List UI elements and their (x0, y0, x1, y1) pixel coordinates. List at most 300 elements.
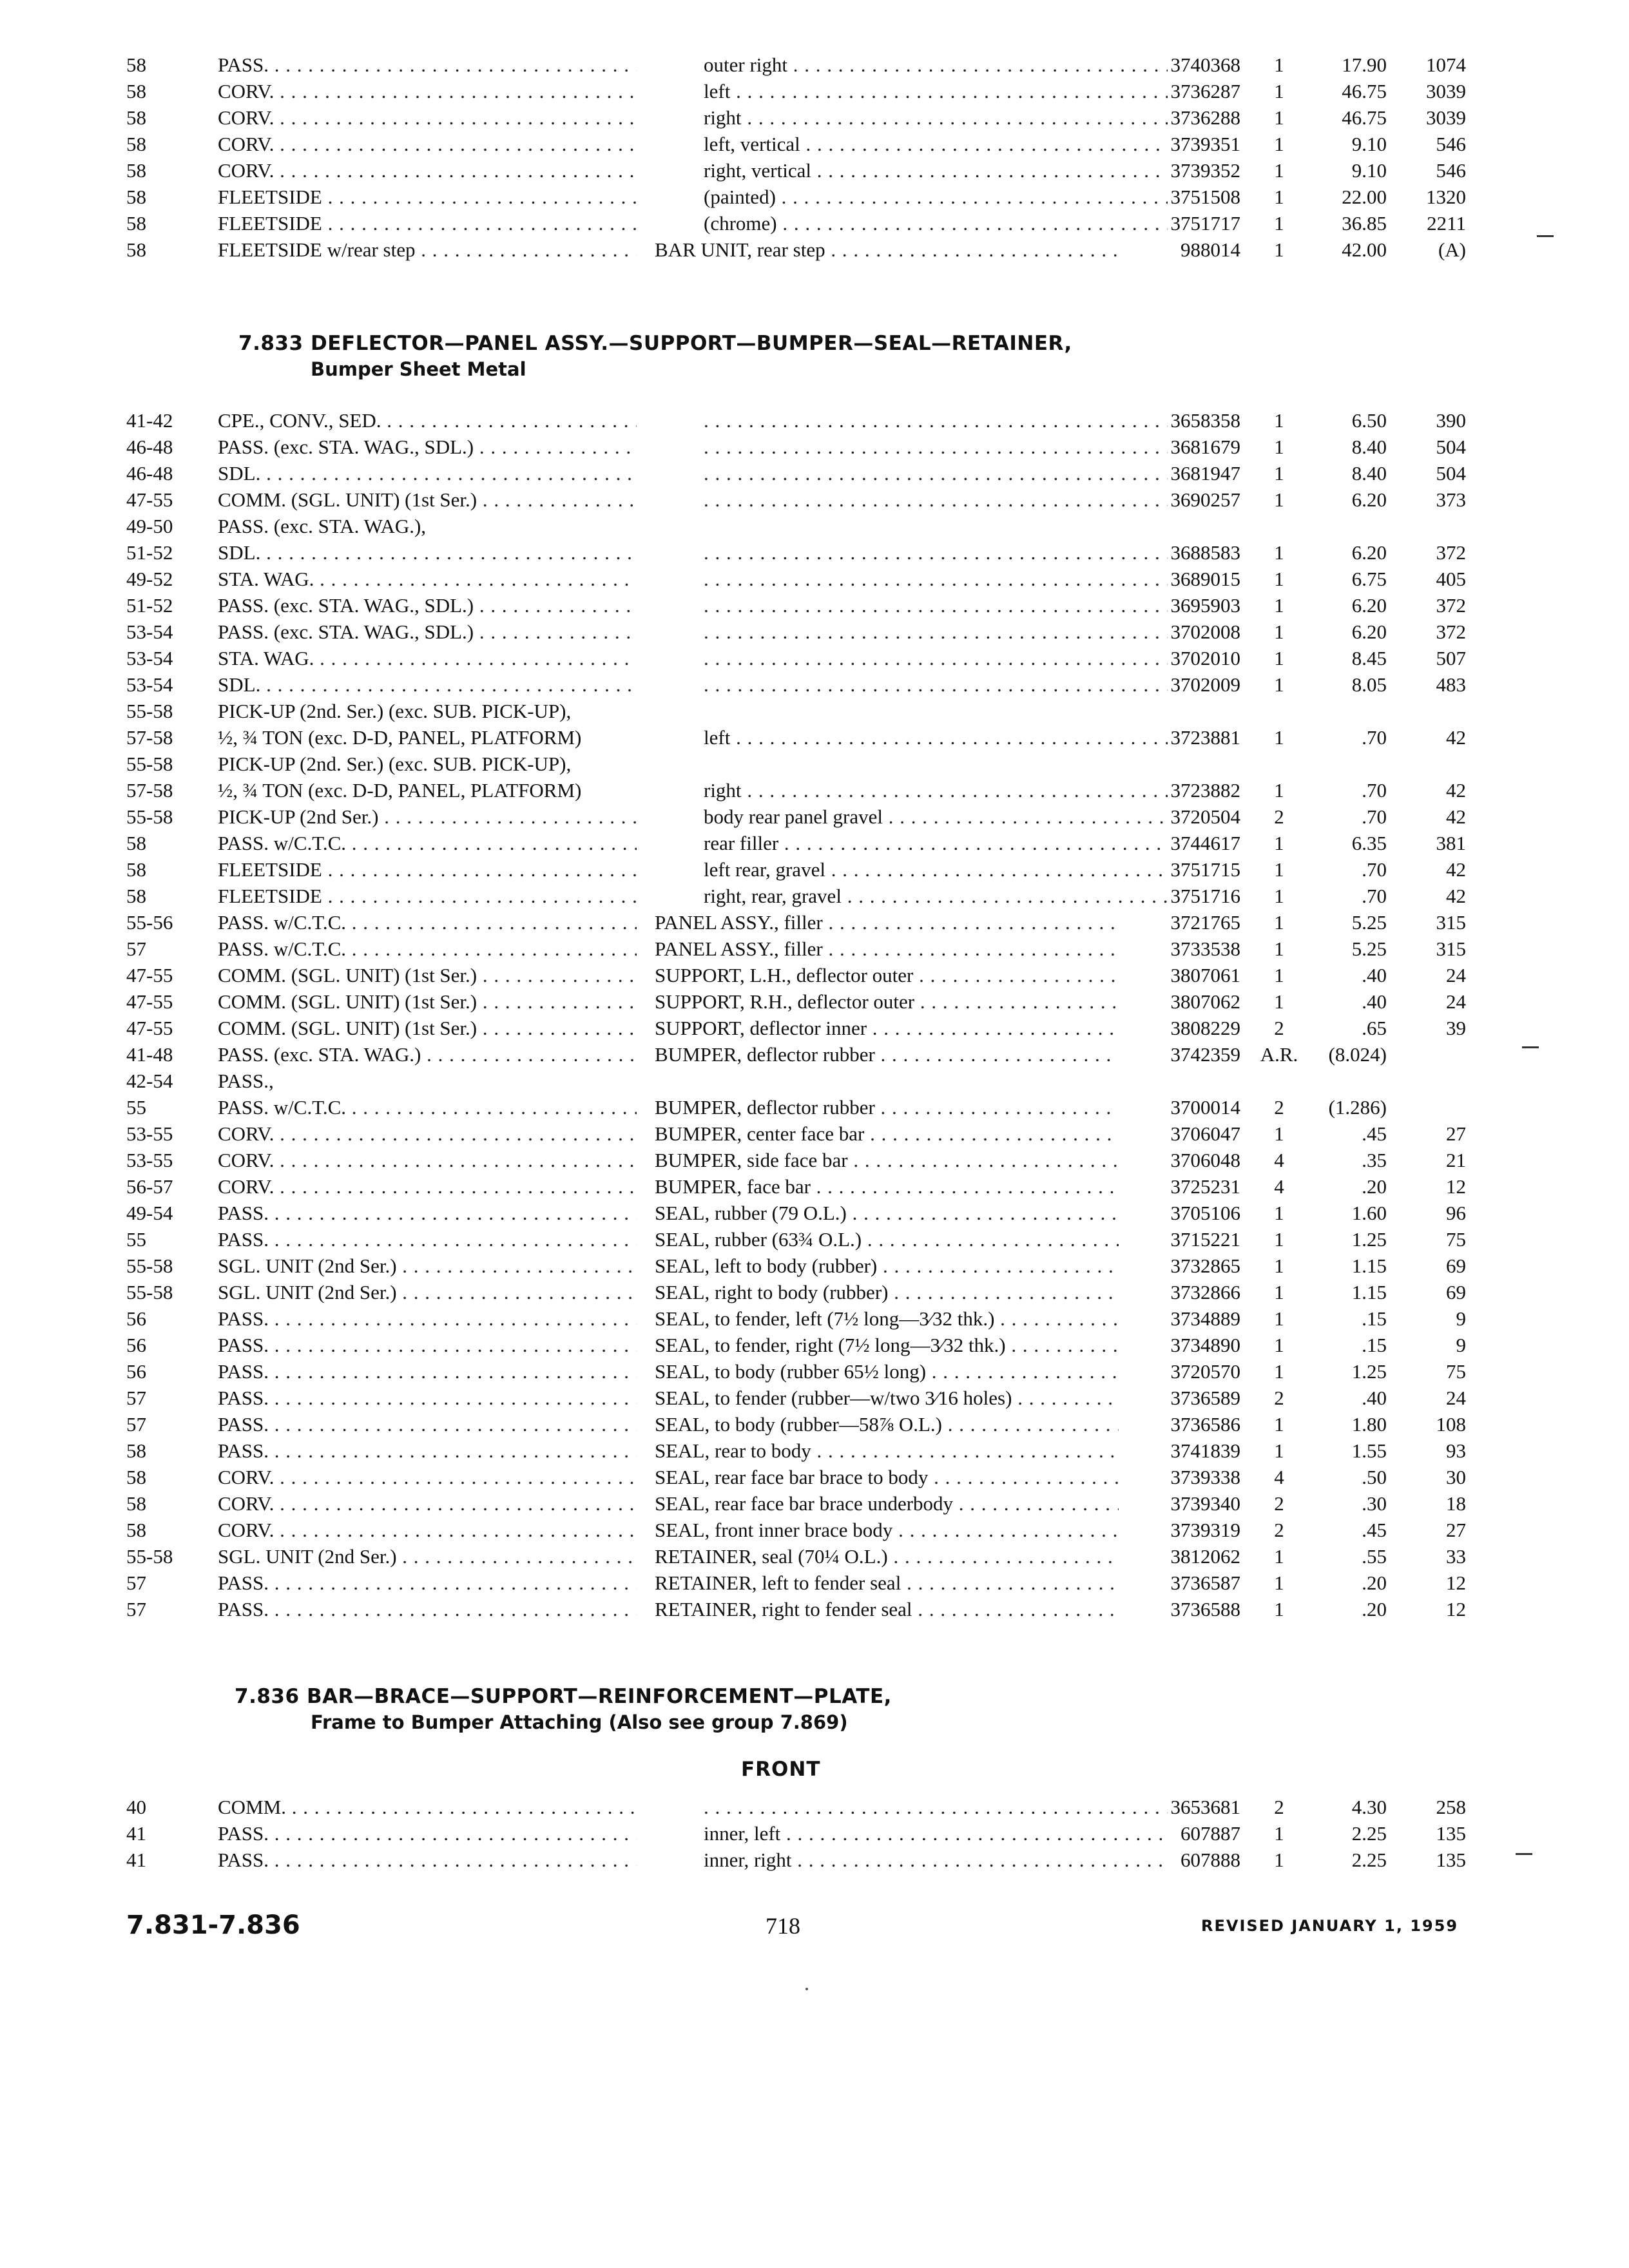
quantity-text: 1 (1274, 594, 1284, 617)
year-cell (126, 210, 213, 236)
description-cell (655, 1200, 1119, 1226)
model-text: CORV. (218, 1149, 275, 1171)
model-text: PASS. w/C.T.C. (218, 937, 347, 960)
sale-code-cell (1392, 52, 1466, 78)
price-text: 1.25 (1351, 1228, 1387, 1251)
dot-leader (269, 1822, 637, 1845)
table-row (0, 131, 1629, 157)
price-text: .45 (1362, 1122, 1387, 1145)
price-text: .70 (1362, 858, 1387, 881)
description-cell (655, 1464, 1119, 1490)
year-cell (126, 592, 213, 619)
description-text: BUMPER, deflector rubber (655, 1043, 875, 1066)
year-text: 58 (126, 832, 146, 854)
sale-code-text: 24 (1446, 990, 1466, 1013)
model-text: PASS. (218, 1334, 269, 1356)
part-number-text: 3705106 (1170, 1202, 1240, 1224)
year-text: 53-54 (126, 673, 173, 696)
sale-code-cell (1392, 671, 1466, 698)
price-cell (1302, 434, 1387, 460)
part-number-text: 3739351 (1170, 133, 1240, 155)
quantity-cell (1253, 236, 1305, 263)
quantity-text: 2 (1274, 1387, 1284, 1409)
model-text: PASS. (218, 1228, 269, 1251)
description-text: rear filler (704, 832, 779, 854)
dot-leader (811, 1175, 1119, 1198)
description-text: PANEL ASSY., filler (655, 937, 823, 960)
quantity-cell (1253, 52, 1305, 78)
model-cell (218, 184, 637, 210)
part-number-cell (1128, 131, 1240, 157)
quantity-text: A.R. (1260, 1043, 1298, 1066)
table-row (0, 460, 1629, 486)
description-text: SEAL, rear to body (655, 1439, 811, 1462)
section-heading-7833 (238, 330, 1072, 357)
year-cell (126, 1437, 213, 1464)
quantity-cell (1253, 619, 1305, 645)
sale-code-text: 24 (1446, 964, 1466, 986)
dot-leader (378, 805, 637, 828)
dot-leader (704, 409, 1168, 432)
table-row (0, 698, 1629, 724)
dot-leader (778, 832, 1168, 854)
price-cell (1302, 1226, 1387, 1253)
dot-leader (274, 1175, 637, 1198)
year-text: 58 (126, 186, 146, 208)
part-number-text: 3706048 (1170, 1149, 1240, 1171)
year-text: 47-55 (126, 1017, 173, 1039)
table-row (0, 1464, 1629, 1490)
quantity-text: 1 (1274, 1307, 1284, 1330)
sale-code-text: 12 (1446, 1571, 1466, 1594)
price-cell (1302, 236, 1387, 263)
year-text: 55-58 (126, 1254, 173, 1277)
sale-code-text: 27 (1446, 1122, 1466, 1145)
year-text: 56 (126, 1334, 146, 1356)
sale-code-text: 93 (1446, 1439, 1466, 1462)
model-cell (218, 777, 637, 803)
quantity-cell (1253, 909, 1305, 936)
dot-leader (928, 1466, 1119, 1488)
model-cell (218, 856, 637, 883)
sale-code-cell (1392, 1200, 1466, 1226)
quantity-cell (1253, 78, 1305, 104)
sale-code-text: 483 (1436, 673, 1466, 696)
model-cell (218, 936, 637, 962)
description-text: RETAINER, left to fender seal (655, 1571, 901, 1594)
part-number-text: 3723882 (1170, 779, 1240, 802)
sale-code-text: 3039 (1426, 80, 1466, 102)
quantity-cell (1253, 1173, 1305, 1200)
dot-leader (346, 832, 637, 854)
quantity-cell (1253, 1015, 1305, 1041)
description-cell (659, 803, 1168, 830)
quantity-text: 1 (1274, 1822, 1284, 1845)
part-number-text: 3695903 (1170, 594, 1240, 617)
model-text: COMM. (SGL. UNIT) (1st Ser.) (218, 964, 477, 986)
year-cell (126, 830, 213, 856)
dot-leader (994, 1307, 1119, 1330)
scan-speck (805, 1988, 808, 1990)
year-cell (126, 184, 213, 210)
quantity-cell (1253, 1794, 1305, 1820)
part-number-text: 3723881 (1170, 726, 1240, 749)
dot-leader (397, 1281, 637, 1303)
model-text: CORV. (218, 1175, 275, 1198)
sale-code-cell (1392, 1490, 1466, 1517)
price-text: .70 (1362, 779, 1387, 802)
sale-code-text: 372 (1436, 594, 1466, 617)
sale-code-cell (1392, 1358, 1466, 1385)
dot-leader (914, 990, 1119, 1013)
price-text: 46.75 (1342, 106, 1387, 129)
part-number-cell (1128, 184, 1240, 210)
margin-mark (1537, 235, 1554, 237)
sale-code-cell (1392, 962, 1466, 988)
part-number-text: 3725231 (1170, 1175, 1240, 1198)
part-number-cell (1128, 1253, 1240, 1279)
price-cell (1302, 1041, 1387, 1068)
dot-leader (1012, 1387, 1119, 1409)
table-row (0, 883, 1629, 909)
price-text: 6.75 (1351, 568, 1387, 590)
price-text: 5.25 (1351, 911, 1387, 934)
quantity-cell (1253, 1490, 1305, 1517)
description-cell (659, 184, 1168, 210)
part-number-text: 3733538 (1170, 937, 1240, 960)
model-cell (218, 157, 637, 184)
part-number-text: 3736287 (1170, 80, 1240, 102)
sale-code-text: 3039 (1426, 106, 1466, 129)
section-number: 7.836 (235, 1685, 300, 1708)
model-cell (218, 1147, 637, 1173)
year-cell (126, 1041, 213, 1068)
price-text: 17.90 (1342, 53, 1387, 76)
dot-leader (397, 1545, 637, 1568)
table-row (0, 962, 1629, 988)
year-cell (126, 1068, 213, 1094)
year-cell (126, 460, 213, 486)
quantity-text: 2 (1274, 1519, 1284, 1541)
table-row (0, 1437, 1629, 1464)
year-text: 58 (126, 1492, 146, 1515)
description-cell (659, 856, 1168, 883)
table-row (0, 1820, 1629, 1847)
quantity-text: 2 (1274, 1017, 1284, 1039)
sale-code-cell (1392, 210, 1466, 236)
table-row (0, 1068, 1629, 1094)
quantity-cell (1253, 407, 1305, 434)
description-text: left, vertical (704, 133, 800, 155)
year-text: 53-55 (126, 1122, 173, 1145)
quantity-text: 1 (1274, 186, 1284, 208)
dot-leader (875, 1096, 1119, 1119)
year-text: 56 (126, 1360, 146, 1383)
model-text: CORV. (218, 1466, 275, 1488)
price-text: 1.15 (1351, 1281, 1387, 1303)
sale-code-cell (1392, 724, 1466, 751)
quantity-cell (1253, 724, 1305, 751)
part-number-cell (1128, 104, 1240, 131)
quantity-text: 1 (1274, 106, 1284, 129)
sale-code-cell (1392, 1517, 1466, 1543)
part-number-text: 3740368 (1170, 53, 1240, 76)
year-cell (126, 1570, 213, 1596)
dot-leader (322, 212, 637, 235)
dot-leader (730, 80, 1168, 102)
dot-leader (274, 133, 637, 155)
model-cell (218, 434, 637, 460)
year-cell (126, 777, 213, 803)
model-cell (218, 131, 637, 157)
dot-leader (474, 436, 637, 458)
model-text: PASS. (218, 1413, 269, 1436)
sale-code-cell (1392, 592, 1466, 619)
dot-leader (875, 1043, 1119, 1066)
description-text: BUMPER, deflector rubber (655, 1096, 875, 1119)
part-number-cell (1128, 777, 1240, 803)
quantity-cell (1253, 131, 1305, 157)
price-text: 6.20 (1351, 488, 1387, 511)
year-text: 57 (126, 937, 146, 960)
sale-code-text: 507 (1436, 647, 1466, 669)
price-cell (1302, 1253, 1387, 1279)
dot-leader (415, 238, 637, 261)
year-cell (126, 1253, 213, 1279)
model-text: FLEETSIDE (218, 858, 322, 881)
model-text: FLEETSIDE (218, 212, 322, 235)
dot-leader (269, 1228, 637, 1251)
table-row (0, 645, 1629, 671)
part-number-cell (1128, 1570, 1240, 1596)
quantity-cell (1253, 539, 1305, 566)
quantity-text: 1 (1274, 541, 1284, 564)
model-text: PASS. (218, 1387, 269, 1409)
description-text: BAR UNIT, rear step (655, 238, 825, 261)
quantity-text: 1 (1274, 568, 1284, 590)
price-cell (1302, 52, 1387, 78)
model-text: PASS. (218, 1822, 269, 1845)
year-cell (126, 883, 213, 909)
quantity-cell (1253, 1305, 1305, 1332)
model-cell (218, 1068, 637, 1094)
model-text: STA. WAG. (218, 568, 314, 590)
year-text: 47-55 (126, 488, 173, 511)
model-cell (218, 1437, 637, 1464)
description-text: BUMPER, face bar (655, 1175, 811, 1198)
dot-leader (730, 726, 1168, 749)
sale-code-cell (1392, 1120, 1466, 1147)
dot-leader (704, 436, 1168, 458)
year-text: 42-54 (126, 1070, 173, 1092)
model-text: SGL. UNIT (2nd Ser.) (218, 1254, 397, 1277)
model-text: PASS. (exc. STA. WAG.) (218, 1043, 421, 1066)
year-text: 58 (126, 885, 146, 907)
description-cell (655, 1226, 1119, 1253)
part-number-cell (1128, 486, 1240, 513)
dot-leader (274, 1492, 637, 1515)
year-text: 55-58 (126, 1281, 173, 1303)
section-title: DEFLECTOR—PANEL ASSY.—SUPPORT—BUMPER—SEAL—RETAINER, (311, 332, 1072, 355)
quantity-cell (1253, 988, 1305, 1015)
price-text: 8.45 (1351, 647, 1387, 669)
table-row (0, 751, 1629, 777)
part-number-cell (1128, 803, 1240, 830)
section-subtitle-7836: Frame to Bumper Attaching (Also see group 7.869) (311, 1711, 848, 1733)
dot-leader (477, 488, 637, 511)
price-cell (1302, 1015, 1387, 1041)
sale-code-text: 30 (1446, 1466, 1466, 1488)
part-number-text: 3732866 (1170, 1281, 1240, 1303)
year-text: 57-58 (126, 726, 173, 749)
sale-code-text: 75 (1446, 1228, 1466, 1251)
price-cell (1302, 1332, 1387, 1358)
description-cell (659, 52, 1168, 78)
dot-leader (864, 1122, 1119, 1145)
model-cell (218, 460, 637, 486)
part-number-text: 607887 (1181, 1822, 1240, 1845)
part-number-cell (1128, 1041, 1240, 1068)
year-cell (126, 1794, 213, 1820)
price-cell (1302, 830, 1387, 856)
table-row (0, 1253, 1629, 1279)
price-text: .40 (1362, 1387, 1387, 1409)
part-number-cell (1128, 671, 1240, 698)
description-cell (659, 407, 1168, 434)
model-cell (218, 1226, 637, 1253)
year-cell (126, 856, 213, 883)
quantity-text: 1 (1274, 53, 1284, 76)
model-cell (218, 1543, 637, 1570)
quantity-cell (1253, 1200, 1305, 1226)
dot-leader (269, 1360, 637, 1383)
quantity-cell (1253, 1358, 1305, 1385)
part-number-text: 607888 (1181, 1849, 1240, 1871)
quantity-cell (1253, 210, 1305, 236)
year-cell (126, 131, 213, 157)
part-number-cell (1128, 1411, 1240, 1437)
quantity-cell (1253, 157, 1305, 184)
quantity-cell (1253, 1041, 1305, 1068)
description-cell (655, 936, 1119, 962)
section-title: BAR—BRACE—SUPPORT—REINFORCEMENT—PLATE, (307, 1685, 892, 1708)
sale-code-text: 42 (1446, 726, 1466, 749)
part-number-cell (1128, 1517, 1240, 1543)
table-row (0, 236, 1629, 263)
table-row (0, 78, 1629, 104)
price-text: .50 (1362, 1466, 1387, 1488)
dot-leader (269, 1202, 637, 1224)
model-cell (218, 803, 637, 830)
dot-leader (704, 541, 1168, 564)
price-cell (1302, 936, 1387, 962)
part-number-text: 3807061 (1170, 964, 1240, 986)
year-text: 55-58 (126, 805, 173, 828)
part-number-cell (1128, 645, 1240, 671)
price-text: .40 (1362, 990, 1387, 1013)
model-text: PASS. (218, 1571, 269, 1594)
year-text: 53-54 (126, 647, 173, 669)
dot-leader (322, 885, 637, 907)
sale-code-text: 42 (1446, 858, 1466, 881)
part-number-cell (1128, 830, 1240, 856)
quantity-cell (1253, 434, 1305, 460)
year-cell (126, 1596, 213, 1622)
dot-leader (877, 1254, 1119, 1277)
dot-leader (704, 594, 1168, 617)
sale-code-cell (1392, 1332, 1466, 1358)
table-row (0, 1120, 1629, 1147)
year-text: 55 (126, 1096, 146, 1119)
year-text: 58 (126, 106, 146, 129)
description-text: SEAL, to fender, left (7½ long—3⁄32 thk.) (655, 1307, 995, 1330)
description-text: SEAL, to body (rubber—58⅞ O.L.) (655, 1413, 942, 1436)
quantity-text: 1 (1274, 1334, 1284, 1356)
model-text: CORV. (218, 1519, 275, 1541)
price-text: .20 (1362, 1175, 1387, 1198)
model-cell (218, 1305, 637, 1332)
description-cell (655, 1253, 1119, 1279)
year-cell (126, 236, 213, 263)
year-text: 55-58 (126, 753, 173, 775)
price-text: 1.25 (1351, 1360, 1387, 1383)
description-text: right, rear, gravel (704, 885, 842, 907)
quantity-text: 2 (1274, 805, 1284, 828)
table-row (0, 1041, 1629, 1068)
part-number-text: 3739338 (1170, 1466, 1240, 1488)
dot-leader (477, 1017, 637, 1039)
part-number-cell (1128, 988, 1240, 1015)
part-number-cell (1128, 1820, 1240, 1847)
model-text: PICK-UP (2nd. Ser.) (exc. SUB. PICK-UP), (218, 753, 572, 775)
sale-code-cell (1392, 830, 1466, 856)
model-text: PASS. (exc. STA. WAG.), (218, 515, 427, 537)
dot-leader (888, 1545, 1119, 1568)
part-number-cell (1128, 1794, 1240, 1820)
price-cell (1302, 1437, 1387, 1464)
description-cell (659, 486, 1168, 513)
model-cell (218, 1041, 637, 1068)
dot-leader (883, 805, 1168, 828)
dot-leader (912, 1598, 1119, 1620)
description-text: outer right (704, 53, 787, 76)
dot-leader (421, 1043, 637, 1066)
model-cell (218, 236, 637, 263)
dot-leader (777, 212, 1168, 235)
model-text: ½, ¾ TON (exc. D-D, PANEL, PLATFORM) (218, 726, 582, 749)
year-cell (126, 936, 213, 962)
price-cell (1302, 803, 1387, 830)
year-cell (126, 724, 213, 751)
description-text: SUPPORT, deflector inner (655, 1017, 867, 1039)
description-cell (659, 1794, 1168, 1820)
dot-leader (274, 106, 637, 129)
part-number-text: 3736586 (1170, 1413, 1240, 1436)
description-text: (chrome) (704, 212, 777, 235)
quantity-text: 1 (1274, 1202, 1284, 1224)
year-cell (126, 157, 213, 184)
year-text: 58 (126, 858, 146, 881)
price-cell (1302, 724, 1387, 751)
group-label-front: FRONT (741, 1758, 821, 1781)
year-text: 57 (126, 1413, 146, 1436)
dot-leader (274, 1466, 637, 1488)
quantity-cell (1253, 1820, 1305, 1847)
model-cell (218, 645, 637, 671)
dot-leader (346, 937, 637, 960)
price-cell (1302, 210, 1387, 236)
description-cell (655, 1305, 1119, 1332)
